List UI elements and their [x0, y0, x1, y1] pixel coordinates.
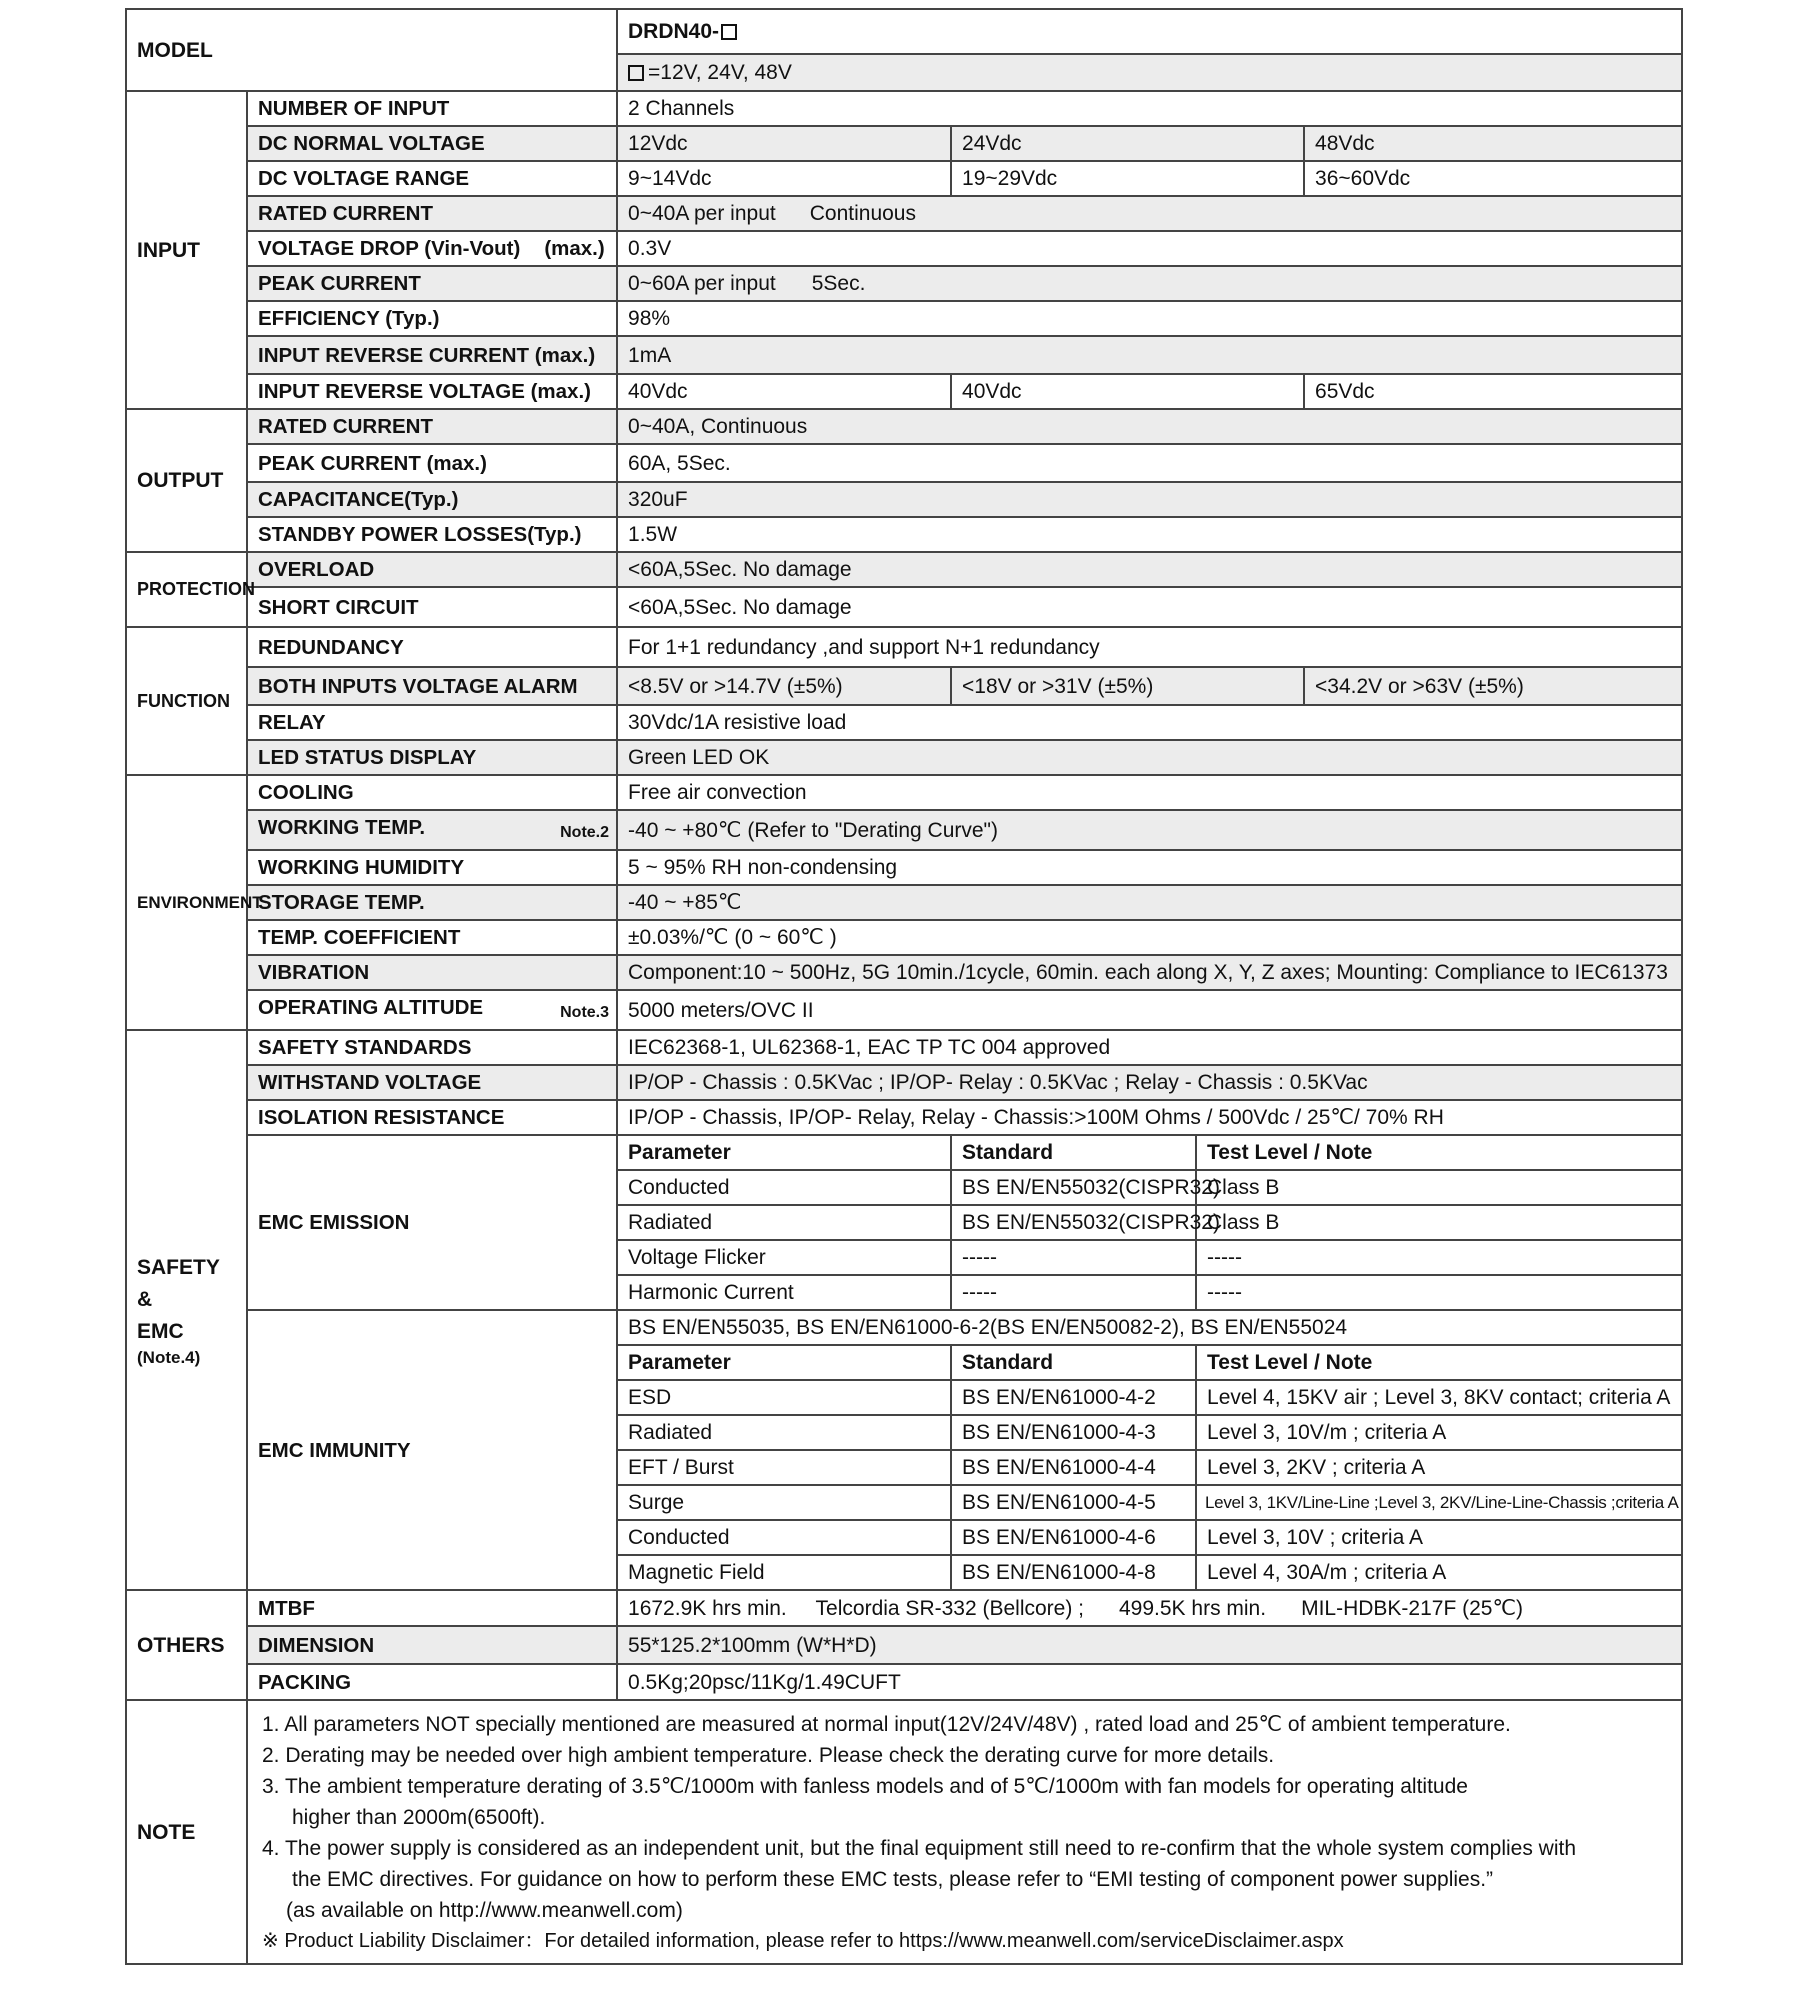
immunity-cell: Level 3, 10V/m ; criteria A [1196, 1415, 1682, 1450]
humidity-label: WORKING HUMIDITY [247, 850, 617, 885]
immunity-summary: BS EN/EN55035, BS EN/EN61000-6-2(BS EN/EN50082-2), BS EN/EN55024 [617, 1310, 1682, 1345]
note-line: higher than 2000m(6500ft). [292, 1806, 546, 1829]
dc-voltage-range-label: DC VOLTAGE RANGE [247, 161, 617, 196]
output-peak-current-label: PEAK CURRENT (max.) [247, 444, 617, 482]
relay-value: 30Vdc/1A resistive load [617, 705, 1682, 740]
immunity-cell: BS EN/EN61000-4-2 [951, 1380, 1196, 1415]
cooling-label: COOLING [247, 775, 617, 810]
packing-value: 0.5Kg;20psc/11Kg/1.49CUFT [617, 1664, 1682, 1700]
immunity-cell: BS EN/EN61000-4-8 [951, 1555, 1196, 1590]
emission-cell: BS EN/EN55032(CISPR32) [951, 1170, 1196, 1205]
alarm-24: <18V or >31V (±5%) [951, 667, 1304, 705]
isolation-label: ISOLATION RESISTANCE [247, 1100, 617, 1135]
redundancy-label: REDUNDANCY [247, 627, 617, 667]
model-label: MODEL [126, 9, 617, 91]
immunity-cell: BS EN/EN61000-4-5 [951, 1485, 1196, 1520]
relay-label: RELAY [247, 705, 617, 740]
withstand-label: WITHSTAND VOLTAGE [247, 1065, 617, 1100]
disclaimer-line: ※ Product Liability Disclaimer：For detailed information, please refer to https://www.meanwell.com/serviceDisclaimer.aspx [262, 1930, 1344, 1952]
input-rated-current-label: RATED CURRENT [247, 196, 617, 231]
emission-header-standard: Standard [951, 1135, 1196, 1170]
emission-cell: ----- [951, 1275, 1196, 1310]
immunity-cell: Radiated [617, 1415, 951, 1450]
emission-cell: ----- [951, 1240, 1196, 1275]
working-temp-label: WORKING TEMP. Note.2 [247, 810, 617, 850]
others-category: OTHERS [126, 1590, 247, 1700]
emission-cell: BS EN/EN55032(CISPR32) [951, 1205, 1196, 1240]
immunity-header-standard: Standard [951, 1345, 1196, 1380]
number-of-input-value: 2 Channels [617, 91, 1682, 126]
temp-coefficient-value: ±0.03%/℃ (0 ~ 60℃ ) [617, 920, 1682, 955]
output-category: OUTPUT [126, 409, 247, 552]
overload-label: OVERLOAD [247, 552, 617, 587]
redundancy-value: For 1+1 redundancy ,and support N+1 redundancy [617, 627, 1682, 667]
storage-temp-label: STORAGE TEMP. [247, 885, 617, 920]
dc-normal-voltage-label: DC NORMAL VOLTAGE [247, 126, 617, 161]
isolation-value: IP/OP - Chassis, IP/OP- Relay, Relay - Chassis:>100M Ohms / 500Vdc / 25℃/ 70% RH [617, 1100, 1682, 1135]
overload-value: <60A,5Sec. No damage [617, 552, 1682, 587]
efficiency-label: EFFICIENCY (Typ.) [247, 301, 617, 336]
standby-value: 1.5W [617, 517, 1682, 552]
model-row [126, 9, 1682, 54]
immunity-cell: Conducted [617, 1520, 951, 1555]
emc-emission-label: EMC EMISSION [247, 1135, 617, 1310]
reverse-voltage-24: 40Vdc [951, 374, 1304, 409]
storage-temp-value: -40 ~ +85℃ [617, 885, 1682, 920]
immunity-header-parameter: Parameter [617, 1345, 951, 1380]
note-line: (as available on http://www.meanwell.com) [286, 1899, 683, 1922]
dc-normal-voltage-48: 48Vdc [1304, 126, 1682, 161]
dc-voltage-range-48: 36~60Vdc [1304, 161, 1682, 196]
reverse-voltage-label: INPUT REVERSE VOLTAGE (max.) [247, 374, 617, 409]
note-line: the EMC directives. For guidance on how to perform these EMC tests, please refer to “EMI testing of component power supplies.” [292, 1868, 1494, 1891]
short-circuit-label: SHORT CIRCUIT [247, 587, 617, 627]
dimension-label: DIMENSION [247, 1626, 617, 1664]
placeholder-box-icon [628, 65, 644, 81]
dc-normal-voltage-24: 24Vdc [951, 126, 1304, 161]
emc-immunity-label: EMC IMMUNITY [247, 1310, 617, 1590]
output-rated-current-value: 0~40A, Continuous [617, 409, 1682, 444]
vibration-value: Component:10 ~ 500Hz, 5G 10min./1cycle, 60min. each along X, Y, Z axes; Mounting: Compliance to IEC61373 [617, 955, 1682, 990]
led-label: LED STATUS DISPLAY [247, 740, 617, 775]
short-circuit-value: <60A,5Sec. No damage [617, 587, 1682, 627]
note-line: 1. All parameters NOT specially mentioned are measured at normal input(12V/24V/48V) , rated load and 25℃ of ambient temperature. [262, 1713, 1511, 1736]
output-peak-current-value: 60A, 5Sec. [617, 444, 1682, 482]
standby-label: STANDBY POWER LOSSES(Typ.) [247, 517, 617, 552]
model-name: DRDN40- [617, 9, 1682, 54]
emission-cell: Voltage Flicker [617, 1240, 951, 1275]
vibration-label: VIBRATION [247, 955, 617, 990]
safety-category: SAFETY & EMC (Note.4) [126, 1030, 247, 1590]
voltage-drop-label: VOLTAGE DROP (Vin-Vout) (max.) [247, 231, 617, 266]
reverse-current-value: 1mA [617, 336, 1682, 374]
immunity-cell: Magnetic Field [617, 1555, 951, 1590]
spec-table [125, 8, 1683, 1965]
input-row [126, 91, 1682, 126]
emission-cell: Conducted [617, 1170, 951, 1205]
spec-sheet [125, 8, 1681, 1965]
cooling-value: Free air convection [617, 775, 1682, 810]
immunity-cell: Level 3, 2KV ; criteria A [1196, 1450, 1682, 1485]
safety-standards-value: IEC62368-1, UL62368-1, EAC TP TC 004 approved [617, 1030, 1682, 1065]
reverse-voltage-12: 40Vdc [617, 374, 951, 409]
led-value: Green LED OK [617, 740, 1682, 775]
altitude-label: OPERATING ALTITUDE Note.3 [247, 990, 617, 1030]
emission-header-parameter: Parameter [617, 1135, 951, 1170]
emission-cell: ----- [1196, 1240, 1682, 1275]
immunity-cell: ESD [617, 1380, 951, 1415]
note-line: 4. The power supply is considered as an independent unit, but the final equipment still need to re-confirm that the whole system complies with [262, 1837, 1577, 1860]
alarm-48: <34.2V or >63V (±5%) [1304, 667, 1682, 705]
protection-category: PROTECTION [126, 552, 247, 627]
dimension-value: 55*125.2*100mm (W*H*D) [617, 1626, 1682, 1664]
emission-cell: Class B [1196, 1205, 1682, 1240]
capacitance-label: CAPACITANCE(Typ.) [247, 482, 617, 517]
humidity-value: 5 ~ 95% RH non-condensing [617, 850, 1682, 885]
temp-coefficient-label: TEMP. COEFFICIENT [247, 920, 617, 955]
packing-label: PACKING [247, 1664, 617, 1700]
note-line: 2. Derating may be needed over high ambient temperature. Please check the derating curve for more details. [262, 1744, 1275, 1767]
immunity-cell: Level 3, 1KV/Line-Line ;Level 3, 2KV/Line-Line-Chassis ;criteria A [1196, 1485, 1682, 1520]
immunity-cell: EFT / Burst [617, 1450, 951, 1485]
dc-voltage-range-12: 9~14Vdc [617, 161, 951, 196]
safety-standards-label: SAFETY STANDARDS [247, 1030, 617, 1065]
function-category: FUNCTION [126, 627, 247, 775]
input-peak-current-value: 0~60A per input 5Sec. [617, 266, 1682, 301]
input-peak-current-label: PEAK CURRENT [247, 266, 617, 301]
immunity-cell: Surge [617, 1485, 951, 1520]
immunity-cell: BS EN/EN61000-4-4 [951, 1450, 1196, 1485]
mtbf-value: 1672.9K hrs min. Telcordia SR-332 (Bellcore) ; 499.5K hrs min. MIL-HDBK-217F (25℃) [617, 1590, 1682, 1626]
emission-cell: ----- [1196, 1275, 1682, 1310]
number-of-input-label: NUMBER OF INPUT [247, 91, 617, 126]
reverse-voltage-48: 65Vdc [1304, 374, 1682, 409]
withstand-value: IP/OP - Chassis : 0.5KVac ; IP/OP- Relay : 0.5KVac ; Relay - Chassis : 0.5KVac [617, 1065, 1682, 1100]
immunity-cell: BS EN/EN61000-4-3 [951, 1415, 1196, 1450]
emission-cell: Class B [1196, 1170, 1682, 1205]
efficiency-value: 98% [617, 301, 1682, 336]
immunity-cell: Level 4, 15KV air ; Level 3, 8KV contact; criteria A [1196, 1380, 1682, 1415]
output-rated-current-label: RATED CURRENT [247, 409, 617, 444]
input-category: INPUT [126, 91, 247, 409]
placeholder-box-icon [721, 24, 737, 40]
reverse-current-label: INPUT REVERSE CURRENT (max.) [247, 336, 617, 374]
environment-category: ENVIRONMENT [126, 775, 247, 1030]
immunity-header-level: Test Level / Note [1196, 1345, 1682, 1380]
note-body [247, 1700, 1682, 1964]
note-category: NOTE [126, 1700, 247, 1964]
input-rated-current-value: 0~40A per input Continuous [617, 196, 1682, 231]
emission-cell: Radiated [617, 1205, 951, 1240]
immunity-cell: Level 3, 10V ; criteria A [1196, 1520, 1682, 1555]
capacitance-value: 320uF [617, 482, 1682, 517]
model-options: =12V, 24V, 48V [617, 54, 1682, 91]
alarm-12: <8.5V or >14.7V (±5%) [617, 667, 951, 705]
immunity-cell: Level 4, 30A/m ; criteria A [1196, 1555, 1682, 1590]
emission-header-level: Test Level / Note [1196, 1135, 1682, 1170]
dc-voltage-range-24: 19~29Vdc [951, 161, 1304, 196]
immunity-cell: BS EN/EN61000-4-6 [951, 1520, 1196, 1555]
note-line: 3. The ambient temperature derating of 3.5℃/1000m with fanless models and of 5℃/1000m with fan models for operating altitude [262, 1775, 1468, 1798]
emission-cell: Harmonic Current [617, 1275, 951, 1310]
alarm-label: BOTH INPUTS VOLTAGE ALARM [247, 667, 617, 705]
altitude-value: 5000 meters/OVC II [617, 990, 1682, 1030]
mtbf-label: MTBF [247, 1590, 617, 1626]
dc-normal-voltage-12: 12Vdc [617, 126, 951, 161]
voltage-drop-value: 0.3V [617, 231, 1682, 266]
working-temp-value: -40 ~ +80℃ (Refer to "Derating Curve") [617, 810, 1682, 850]
